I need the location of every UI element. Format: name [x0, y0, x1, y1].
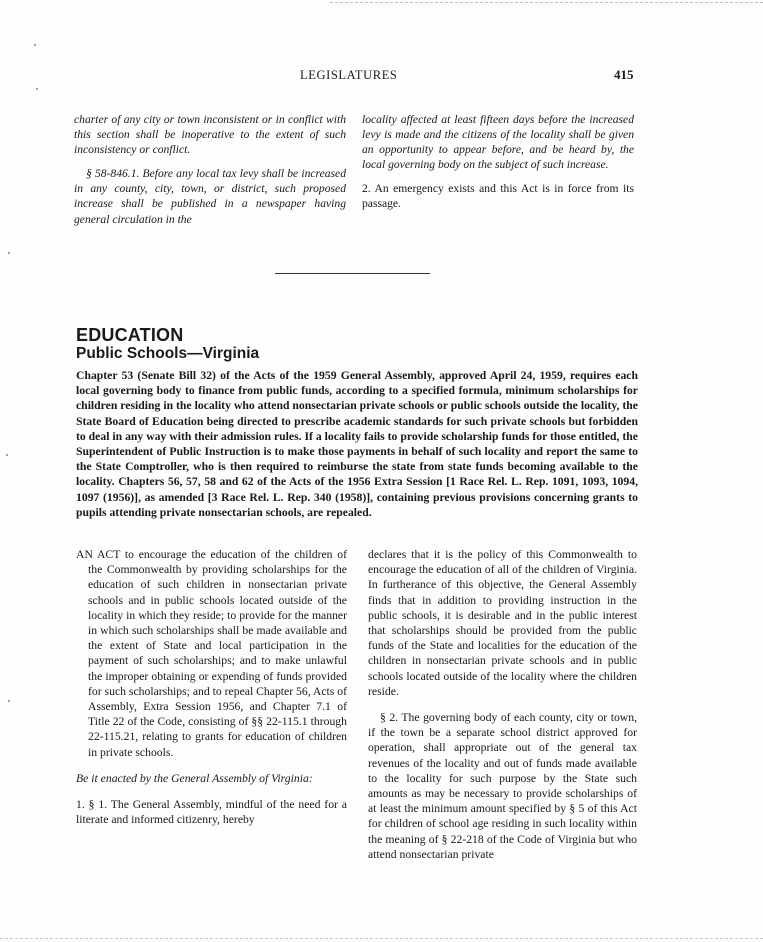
- editorial-summary: Chapter 53 (Senate Bill 32) of the Acts of the 1959 General Assembly, approved April 24, 1959, requires each local governing body to finance from public funds, according to a specified formula, minimum scholarships for children residing in the locality who attend nonsectarian private schools or public schools outside the locality, the State Board of Education being directed to prescribe academic standards for such private schools but forbidden to deal in any way with their admission rules. If a locality fails to provide scholarship funds for those entitled, the Superintendent of Public Instruction is to make those payments in behalf of such locality and report the same to the State Comptroller, who is then required to reimburse the state from state funds becoming available to the locality. Chapters 56, 57, 58 and 62 of the Acts of the 1956 Extra Session [1 Race Rel. L. Rep. 1091, 1093, 1094, 1097 (1956)], as amended [3 Race Rel. L. Rep. 340 (1958)], containing previous provisions concerning grants to pupils attending private nonsectarian schools, are repealed.: [76, 369, 638, 519]
- scan-speck: [34, 44, 36, 46]
- scan-speck: [36, 88, 38, 90]
- scan-edge-bottom: [0, 938, 763, 939]
- top-right-paragraph-1: locality affected at least fifteen days before the increased levy is made and the citizens of the locality shall be given an opportunity to appear before, and be heard by, the local governing body on the subject of such increase.: [362, 113, 634, 172]
- section-heading: EDUCATION: [76, 325, 184, 345]
- section-2: § 2. The governing body of each county, city or town, if the town be a separate school district approved for operation, shall appropriate out of the general tax revenues of the locality and out of funds made available to the locality for such purpose by the State such amounts as may be necessary to provide scholarships of at least the minimum amount specified by § 5 of this Act for children of school age residing in such locality within the meaning of § 22-218 of the Code of Virginia but who attend nonsectarian private: [368, 711, 637, 861]
- scan-speck: [6, 454, 8, 456]
- scan-edge-top: [330, 2, 763, 3]
- page-number: 415: [614, 67, 634, 82]
- emergency-clause: 2. An emergency exists and this Act is in force from its passage.: [362, 182, 634, 211]
- act-left-column: [76, 547, 347, 827]
- scan-speck: [8, 700, 10, 702]
- running-head: LEGISLATURES: [300, 68, 398, 82]
- top-left-column: [74, 112, 346, 227]
- section-1-opening: 1. § 1. The General Assembly, mindful of the need for a literate and informed citizenry, hereby: [76, 798, 347, 827]
- top-left-paragraph-1: charter of any city or town inconsistent or in conflict with this section shall be inoperative to the extent of such inconsistency or conflict.: [74, 113, 346, 157]
- section-divider-rule: [275, 273, 430, 274]
- enacting-clause: Be it enacted by the General Assembly of Virginia:: [76, 771, 313, 785]
- subject-heading: Public Schools—Virginia: [76, 345, 260, 362]
- scan-speck: [8, 252, 10, 254]
- top-right-column: [362, 112, 634, 212]
- act-title-clause: AN ACT to encourage the education of the children of the Commonwealth by providing scholarships for the education of such children in nonsectarian private schools and in public schools located outside of the locality in which they reside; to provide for the manner in which such scholarships shall be made available and the extent of State and local participation in the payment of such scholarships; and to make unlawful the improper obtaining or expending of funds provided for such scholarships; and to repeal Chapter 56, Acts of Assembly, Extra Session 1956, and Chapter 7.1 of Title 22 of the Code, consisting of §§ 22-115.1 through 22-115.21, relating to grants for education of children in private schools.: [76, 548, 348, 759]
- section-1-continuation: declares that it is the policy of this Commonwealth to encourage the education of all of the children of Virginia. In furtherance of this objective, the General Assembly finds that in addition to providing instruction in the public schools, it is desirable and in the public interest that scholarships should be provided from the public funds of the State and localities for the education of the children in nonsectarian private schools and in public schools located outside of the locality where the children reside.: [368, 548, 637, 698]
- section-58-846-1-paragraph: § 58-846.1. Before any local tax levy shall be increased in any county, city, town, or district, such proposed increase shall be published in a newspaper having general circulation in the: [74, 167, 346, 226]
- act-right-column: [368, 547, 637, 862]
